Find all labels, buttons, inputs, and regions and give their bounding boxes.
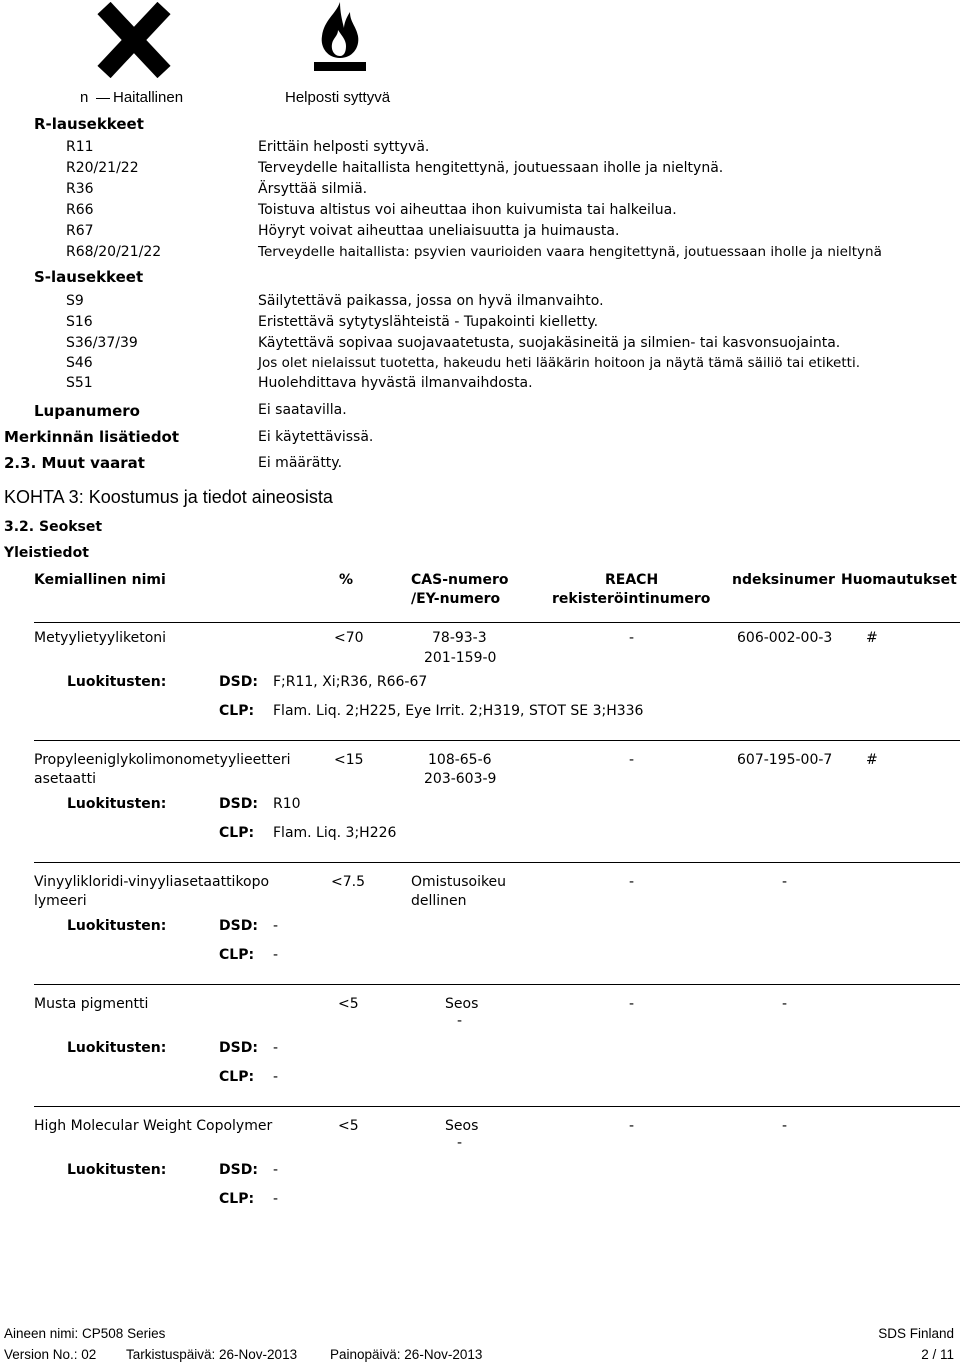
substance-index: 607-195-00-7	[737, 752, 833, 768]
s-phrase-text: Jos olet nielaissut tuotetta, hakeudu heti lääkärin hoitoon ja näytä tämä säiliö tai etiketti.	[258, 355, 860, 371]
dsd-label: DSD:	[219, 918, 258, 934]
pictogram-dash	[96, 98, 110, 99]
substance-name-cont: lymeeri	[34, 893, 87, 909]
footer-country: SDS Finland	[878, 1326, 954, 1341]
general-info-heading: Yleistiedot	[4, 545, 89, 561]
dsd-label: DSD:	[219, 674, 258, 690]
row-divider	[34, 740, 960, 741]
footer-page-number: 2 / 11	[921, 1347, 954, 1362]
classification-label: Luokitusten:	[67, 918, 167, 934]
classification-label: Luokitusten:	[67, 1040, 167, 1056]
r-phrase-text: Toistuva altistus voi aiheuttaa ihon kuivumista tai halkeilua.	[258, 202, 677, 218]
r-phrase-code: R20/21/22	[66, 160, 139, 176]
col-header-cas: CAS-numero	[411, 572, 509, 588]
substance-name-cont: asetaatti	[34, 771, 97, 787]
col-header-notes: Huomautukset	[841, 572, 957, 588]
clp-value: -	[273, 947, 279, 963]
substance-percent: <15	[334, 752, 364, 768]
s-phrase-code: S51	[66, 375, 93, 391]
section-3-subtitle: 3.2. Seokset	[4, 519, 103, 535]
pictogram-caption-harmful: Haitallinen	[113, 89, 184, 106]
substance-ec: 203-603-9	[424, 771, 497, 787]
r-phrase-text: Erittäin helposti syttyvä.	[258, 139, 430, 155]
substance-cas: Omistusoikeu	[411, 874, 507, 890]
substance-name: High Molecular Weight Copolymer	[34, 1118, 273, 1134]
dsd-value: -	[273, 1162, 279, 1178]
clp-value: -	[273, 1069, 279, 1085]
clp-label: CLP:	[219, 1069, 255, 1085]
r-phrase-code: R36	[66, 181, 94, 197]
substance-name: Vinyylikloridi-vinyyliasetaattikopo	[34, 874, 270, 890]
s-phrases-heading: S-lausekkeet	[34, 268, 144, 286]
classification-label: Luokitusten:	[67, 796, 167, 812]
classification-label: Luokitusten:	[67, 1162, 167, 1178]
clp-value: -	[273, 1191, 279, 1207]
substance-reach: -	[629, 752, 635, 768]
substance-reach: -	[629, 874, 635, 890]
substance-percent: <5	[338, 1118, 359, 1134]
pictogram-caption-prefix: n	[80, 89, 89, 106]
substance-ec: -	[457, 1013, 463, 1029]
s-phrase-text: Käytettävä sopivaa suojavaatetusta, suojakäsineitä ja silmien- tai kasvonsuojainta.	[258, 335, 841, 351]
s-phrase-text: Huolehdittava hyvästä ilmanvaihdosta.	[258, 375, 533, 391]
substance-index: -	[782, 996, 788, 1012]
s-phrase-code: S9	[66, 293, 84, 309]
substance-reach: -	[629, 630, 635, 646]
clp-value: Flam. Liq. 2;H225, Eye Irrit. 2;H319, STOT SE 3;H336	[273, 703, 644, 719]
substance-cas: 108-65-6	[428, 752, 492, 768]
clp-value: Flam. Liq. 3;H226	[273, 825, 397, 841]
footer-review-date: Tarkistuspäivä: 26-Nov-2013	[126, 1347, 298, 1362]
dsd-value: -	[273, 918, 279, 934]
substance-notes: #	[866, 630, 878, 646]
dsd-label: DSD:	[219, 1162, 258, 1178]
substance-index: -	[782, 874, 788, 890]
col-header-index: ndeksinumer	[732, 572, 835, 588]
clp-label: CLP:	[219, 1191, 255, 1207]
section-3-title: KOHTA 3: Koostumus ja tiedot aineosista	[4, 487, 333, 507]
table-header-divider	[34, 622, 960, 623]
r-phrase-code: R68/20/21/22	[66, 244, 162, 260]
clp-label: CLP:	[219, 703, 255, 719]
substance-percent: <70	[334, 630, 364, 646]
clp-label: CLP:	[219, 825, 255, 841]
other-hazards-label: 2.3. Muut vaarat	[4, 454, 145, 472]
substance-percent: <5	[338, 996, 359, 1012]
substance-index: -	[782, 1118, 788, 1134]
col-header-reach: REACH	[605, 572, 659, 588]
permit-number-value: Ei saatavilla.	[258, 402, 347, 418]
s-phrase-code: S36/37/39	[66, 335, 138, 351]
col-header-reach-reg: rekisteröintinumero	[552, 591, 711, 607]
dsd-value: R10	[273, 796, 301, 812]
substance-cas: Seos	[445, 1118, 479, 1134]
substance-name: Musta pigmentti	[34, 996, 149, 1012]
substance-reach: -	[629, 1118, 635, 1134]
s-phrase-code: S46	[66, 355, 93, 371]
substance-ec: dellinen	[411, 893, 467, 909]
other-hazards-value: Ei määrätty.	[258, 455, 343, 471]
substance-name: Propyleeniglykolimonometyylieetteri	[34, 752, 291, 768]
s-phrase-text: Säilytettävä paikassa, jossa on hyvä ilmanvaihto.	[258, 293, 604, 309]
x-cross-icon	[96, 2, 172, 78]
r-phrase-code: R11	[66, 139, 94, 155]
r-phrase-text: Terveydelle haitallista: psyvien vaurioiden vaara hengitettynä, joutuessaan iholle ja nieltynä	[258, 244, 882, 260]
pictogram-caption-flammable: Helposti syttyvä	[285, 89, 391, 106]
clp-label: CLP:	[219, 947, 255, 963]
r-phrase-code: R67	[66, 223, 94, 239]
r-phrases-heading: R-lausekkeet	[34, 115, 144, 133]
footer-product-name: Aineen nimi: CP508 Series	[4, 1326, 166, 1341]
label-info-label: Merkinnän lisätiedot	[4, 428, 180, 446]
substance-notes: #	[866, 752, 878, 768]
flame-icon	[310, 0, 370, 80]
r-phrase-text: Höyryt voivat aiheuttaa uneliaisuutta ja huimausta.	[258, 223, 620, 239]
s-phrase-text: Eristettävä sytytyslähteistä - Tupakointi kielletty.	[258, 314, 599, 330]
substance-index: 606-002-00-3	[737, 630, 833, 646]
substance-cas: 78-93-3	[432, 630, 487, 646]
r-phrase-text: Terveydelle haitallista hengitettynä, joutuessaan iholle ja nieltynä.	[258, 160, 724, 176]
label-info-value: Ei käytettävissä.	[258, 429, 374, 445]
substance-reach: -	[629, 996, 635, 1012]
substance-percent: <7.5	[331, 874, 365, 890]
row-divider	[34, 862, 960, 863]
footer-version: Version No.: 02	[4, 1347, 97, 1362]
substance-ec: -	[457, 1135, 463, 1151]
classification-label: Luokitusten:	[67, 674, 167, 690]
dsd-value: F;R11, Xi;R36, R66-67	[273, 674, 428, 690]
row-divider	[34, 1106, 960, 1107]
footer-print-date: Painopäivä: 26-Nov-2013	[330, 1347, 483, 1362]
dsd-value: -	[273, 1040, 279, 1056]
col-header-percent: %	[339, 572, 354, 588]
substance-cas: Seos	[445, 996, 479, 1012]
col-header-name: Kemiallinen nimi	[34, 572, 166, 588]
s-phrase-code: S16	[66, 314, 93, 330]
r-phrase-text: Ärsyttää silmiä.	[258, 181, 368, 197]
substance-ec: 201-159-0	[424, 650, 497, 666]
r-phrase-code: R66	[66, 202, 94, 218]
permit-number-label: Lupanumero	[34, 402, 140, 420]
dsd-label: DSD:	[219, 796, 258, 812]
row-divider	[34, 984, 960, 985]
dsd-label: DSD:	[219, 1040, 258, 1056]
substance-name: Metyylietyyliketoni	[34, 630, 167, 646]
col-header-ec: /EY-numero	[411, 591, 501, 607]
